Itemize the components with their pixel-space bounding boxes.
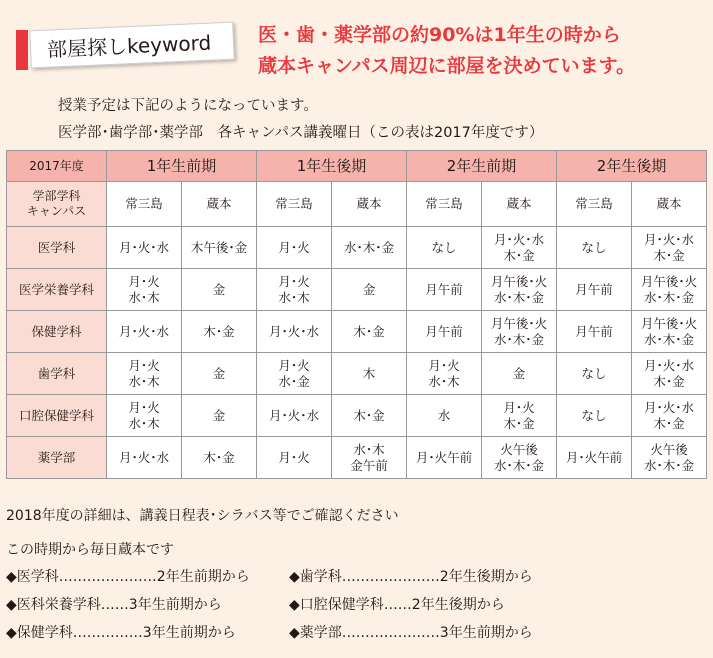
campus-header: 常三島: [407, 182, 482, 227]
dept-name: 口腔保健学科: [7, 395, 107, 437]
table-cell: 月午前: [557, 311, 632, 353]
campus-header: 蔵本: [632, 182, 707, 227]
table-cell: 月･火･水 木･金: [632, 353, 707, 395]
table-cell: 金: [182, 395, 257, 437]
move-when: 2年生前期から: [156, 569, 250, 585]
table-cell: 金: [182, 269, 257, 311]
table-cell: 木･金: [332, 395, 407, 437]
period-header: 1年生前期: [107, 151, 257, 182]
list-item: [6, 623, 236, 643]
campus-header: 常三島: [107, 182, 182, 227]
table-cell: 木･金: [182, 437, 257, 479]
table-cell: 月･火･水: [107, 437, 182, 479]
period-header: 1年生後期: [257, 151, 407, 182]
table-row: [7, 269, 707, 311]
table-cell: 水: [407, 395, 482, 437]
move-when: 3年生前期から: [439, 625, 533, 641]
table-cell: 月午後･火 水･木･金: [482, 269, 557, 311]
table-cell: 金: [332, 269, 407, 311]
leader-dots: …………………: [341, 625, 440, 641]
list-item: [6, 595, 222, 615]
intro-line-1: 授業予定は下記のようになっています。: [58, 98, 318, 114]
table-cell: 月･火･水 木･金: [482, 227, 557, 269]
table-row: [7, 353, 707, 395]
lead-text: この時期から毎日蔵本です: [6, 542, 174, 558]
table-cell: 水･木 金午前: [332, 437, 407, 479]
table-cell: 月･火 水･金: [257, 353, 332, 395]
move-when: 3年生前期から: [128, 597, 222, 613]
table-cell: 月･火･水: [107, 311, 182, 353]
table-cell: 月午前: [407, 311, 482, 353]
leader-dots: …………………: [58, 569, 157, 585]
table-cell: 月午前: [557, 269, 632, 311]
table-cell: 月･火･水 木･金: [632, 395, 707, 437]
table-cell: なし: [557, 353, 632, 395]
dept-name: 医学栄養学科: [7, 269, 107, 311]
table-cell: 月･火 水･木: [107, 353, 182, 395]
corner-header: [7, 182, 107, 227]
leader-dots: ……: [100, 597, 129, 613]
campus-header: 蔵本: [332, 182, 407, 227]
campus-header: 常三島: [257, 182, 332, 227]
table-cell: 金: [482, 353, 557, 395]
year-header: 2017年度: [7, 151, 107, 182]
headline-line-2: 蔵本キャンパス周辺に部屋を決めています。: [258, 55, 636, 77]
dept-name: 薬学部: [7, 437, 107, 479]
campus-header: 蔵本: [482, 182, 557, 227]
detail-note: 2018年度の詳細は、講義日程表･シラバス等でご確認ください: [6, 508, 399, 524]
headline-line-1: 医・歯・薬学部の約90%は1年生の時から: [258, 24, 621, 46]
campus-header: 常三島: [557, 182, 632, 227]
period-header: 2年生前期: [407, 151, 557, 182]
table-cell: 月午後･火 水･木･金: [632, 311, 707, 353]
period-header: 2年生後期: [557, 151, 707, 182]
list-item: [289, 623, 533, 643]
corner-label-dept: 学部学科: [32, 189, 81, 203]
table-cell: 木･金: [332, 311, 407, 353]
table-cell: 月･火 木･金: [482, 395, 557, 437]
move-dept: ◆薬学部: [289, 625, 342, 641]
move-dept: ◆保健学科: [6, 625, 73, 641]
dept-name: 歯学科: [7, 353, 107, 395]
table-cell: 月･火午前: [557, 437, 632, 479]
leader-dots: …………………: [341, 569, 440, 585]
table-cell: なし: [557, 395, 632, 437]
table-cell: なし: [557, 227, 632, 269]
move-dept: ◆医科栄養学科: [6, 597, 101, 613]
move-dept: ◆口腔保健学科: [289, 597, 384, 613]
tag-accent-bar: [16, 30, 28, 70]
move-dept: ◆歯学科: [289, 569, 342, 585]
move-when: 3年生前期から: [142, 625, 236, 641]
intro-line-2: 医学部･歯学部･薬学部 各キャンパス講義曜日（この表は2017年度です）: [58, 125, 544, 141]
table-cell: 水･木･金: [332, 227, 407, 269]
move-when: 2年生後期から: [411, 597, 505, 613]
table-cell: 火午後 水･木･金: [632, 437, 707, 479]
table-cell: 月･火: [257, 437, 332, 479]
list-item: [6, 567, 250, 587]
table-cell: 金: [182, 353, 257, 395]
list-item: [289, 567, 533, 587]
table-cell: 月･火･水: [257, 311, 332, 353]
campus-header: 蔵本: [182, 182, 257, 227]
table-row: [7, 311, 707, 353]
table-cell: 月･火: [257, 227, 332, 269]
tag-label: 部屋探しkeyword: [29, 22, 234, 69]
schedule-table: [6, 150, 707, 479]
table-cell: 月午前: [407, 269, 482, 311]
table-cell: なし: [407, 227, 482, 269]
table-cell: 月･火 水･木: [257, 269, 332, 311]
leader-dots: ……………: [72, 625, 143, 641]
table-cell: 火午後 水･木･金: [482, 437, 557, 479]
table-cell: 月･火午前: [407, 437, 482, 479]
table-cell: 月･火･水 木･金: [632, 227, 707, 269]
table-cell: 木･金: [182, 311, 257, 353]
headline: [258, 20, 703, 82]
leader-dots: ……: [383, 597, 412, 613]
keyword-tag: [16, 20, 236, 72]
table-cell: 月午後･火 水･木･金: [632, 269, 707, 311]
table-cell: 月･火･水: [107, 227, 182, 269]
table-row: [7, 437, 707, 479]
corner-label-campus: キャンパス: [26, 204, 87, 218]
table-cell: 月午後･火 水･木･金: [482, 311, 557, 353]
table-cell: 月･火･水: [257, 395, 332, 437]
table-cell: 月･火 水･木: [107, 269, 182, 311]
move-when: 2年生後期から: [439, 569, 533, 585]
move-dept: ◆医学科: [6, 569, 59, 585]
table-row: [7, 395, 707, 437]
list-item: [289, 595, 505, 615]
table-cell: 木: [332, 353, 407, 395]
dept-name: 保健学科: [7, 311, 107, 353]
table-cell: 月･火 水･木: [407, 353, 482, 395]
dept-name: 医学科: [7, 227, 107, 269]
table-row: [7, 227, 707, 269]
table-cell: 木午後･金: [182, 227, 257, 269]
table-cell: 月･火 水･木: [107, 395, 182, 437]
